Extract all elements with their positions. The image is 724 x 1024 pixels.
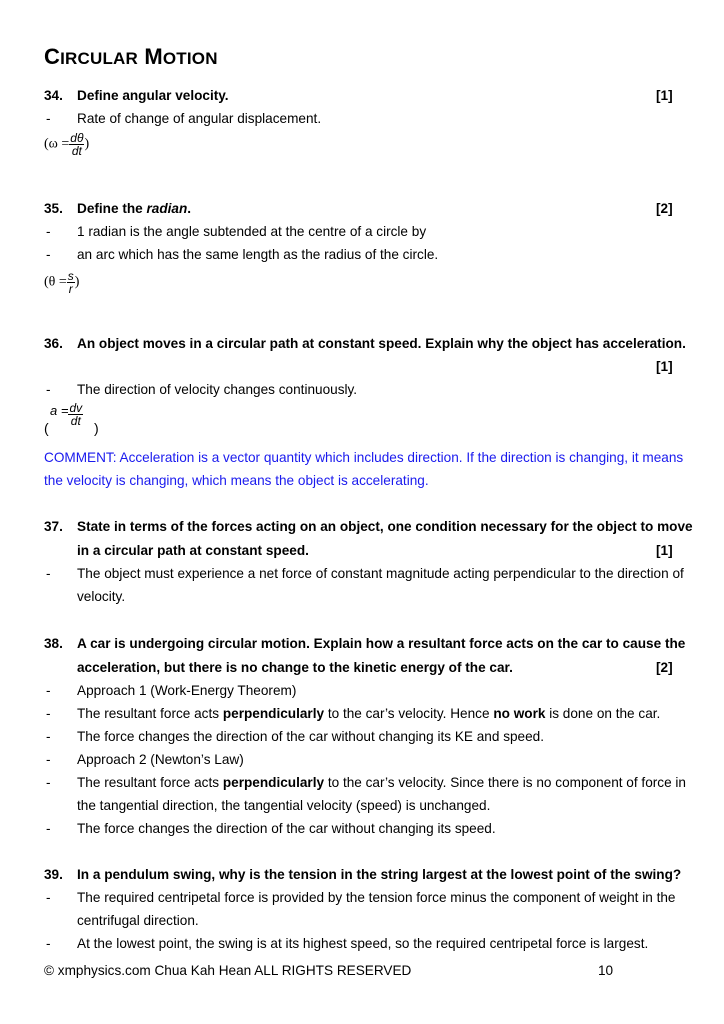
marks: [1] (656, 359, 673, 374)
formula-radian: (θ = $\frac{s}{r}$ ) (44, 269, 80, 296)
comment-text: COMMENT: Acceleration is a vector quantity which includes direction. If the direction is changing, it means (44, 450, 684, 465)
formula-angular-velocity: (ω = $\frac{d\theta}{dt}$ ) (44, 131, 90, 158)
page-title: CIRCULAR MOTION (44, 44, 218, 69)
page-number: 10 (598, 963, 614, 978)
comment-text: the velocity is changing, which means the object is accelerating. (44, 473, 429, 488)
marks: [1] (656, 88, 673, 103)
marks: [1] (656, 543, 673, 558)
marks: [2] (656, 660, 673, 675)
marks: [2] (656, 201, 673, 216)
footer-copyright: © xmphysics.com Chua Kah Hean ALL RIGHTS RESERVED (44, 963, 412, 978)
